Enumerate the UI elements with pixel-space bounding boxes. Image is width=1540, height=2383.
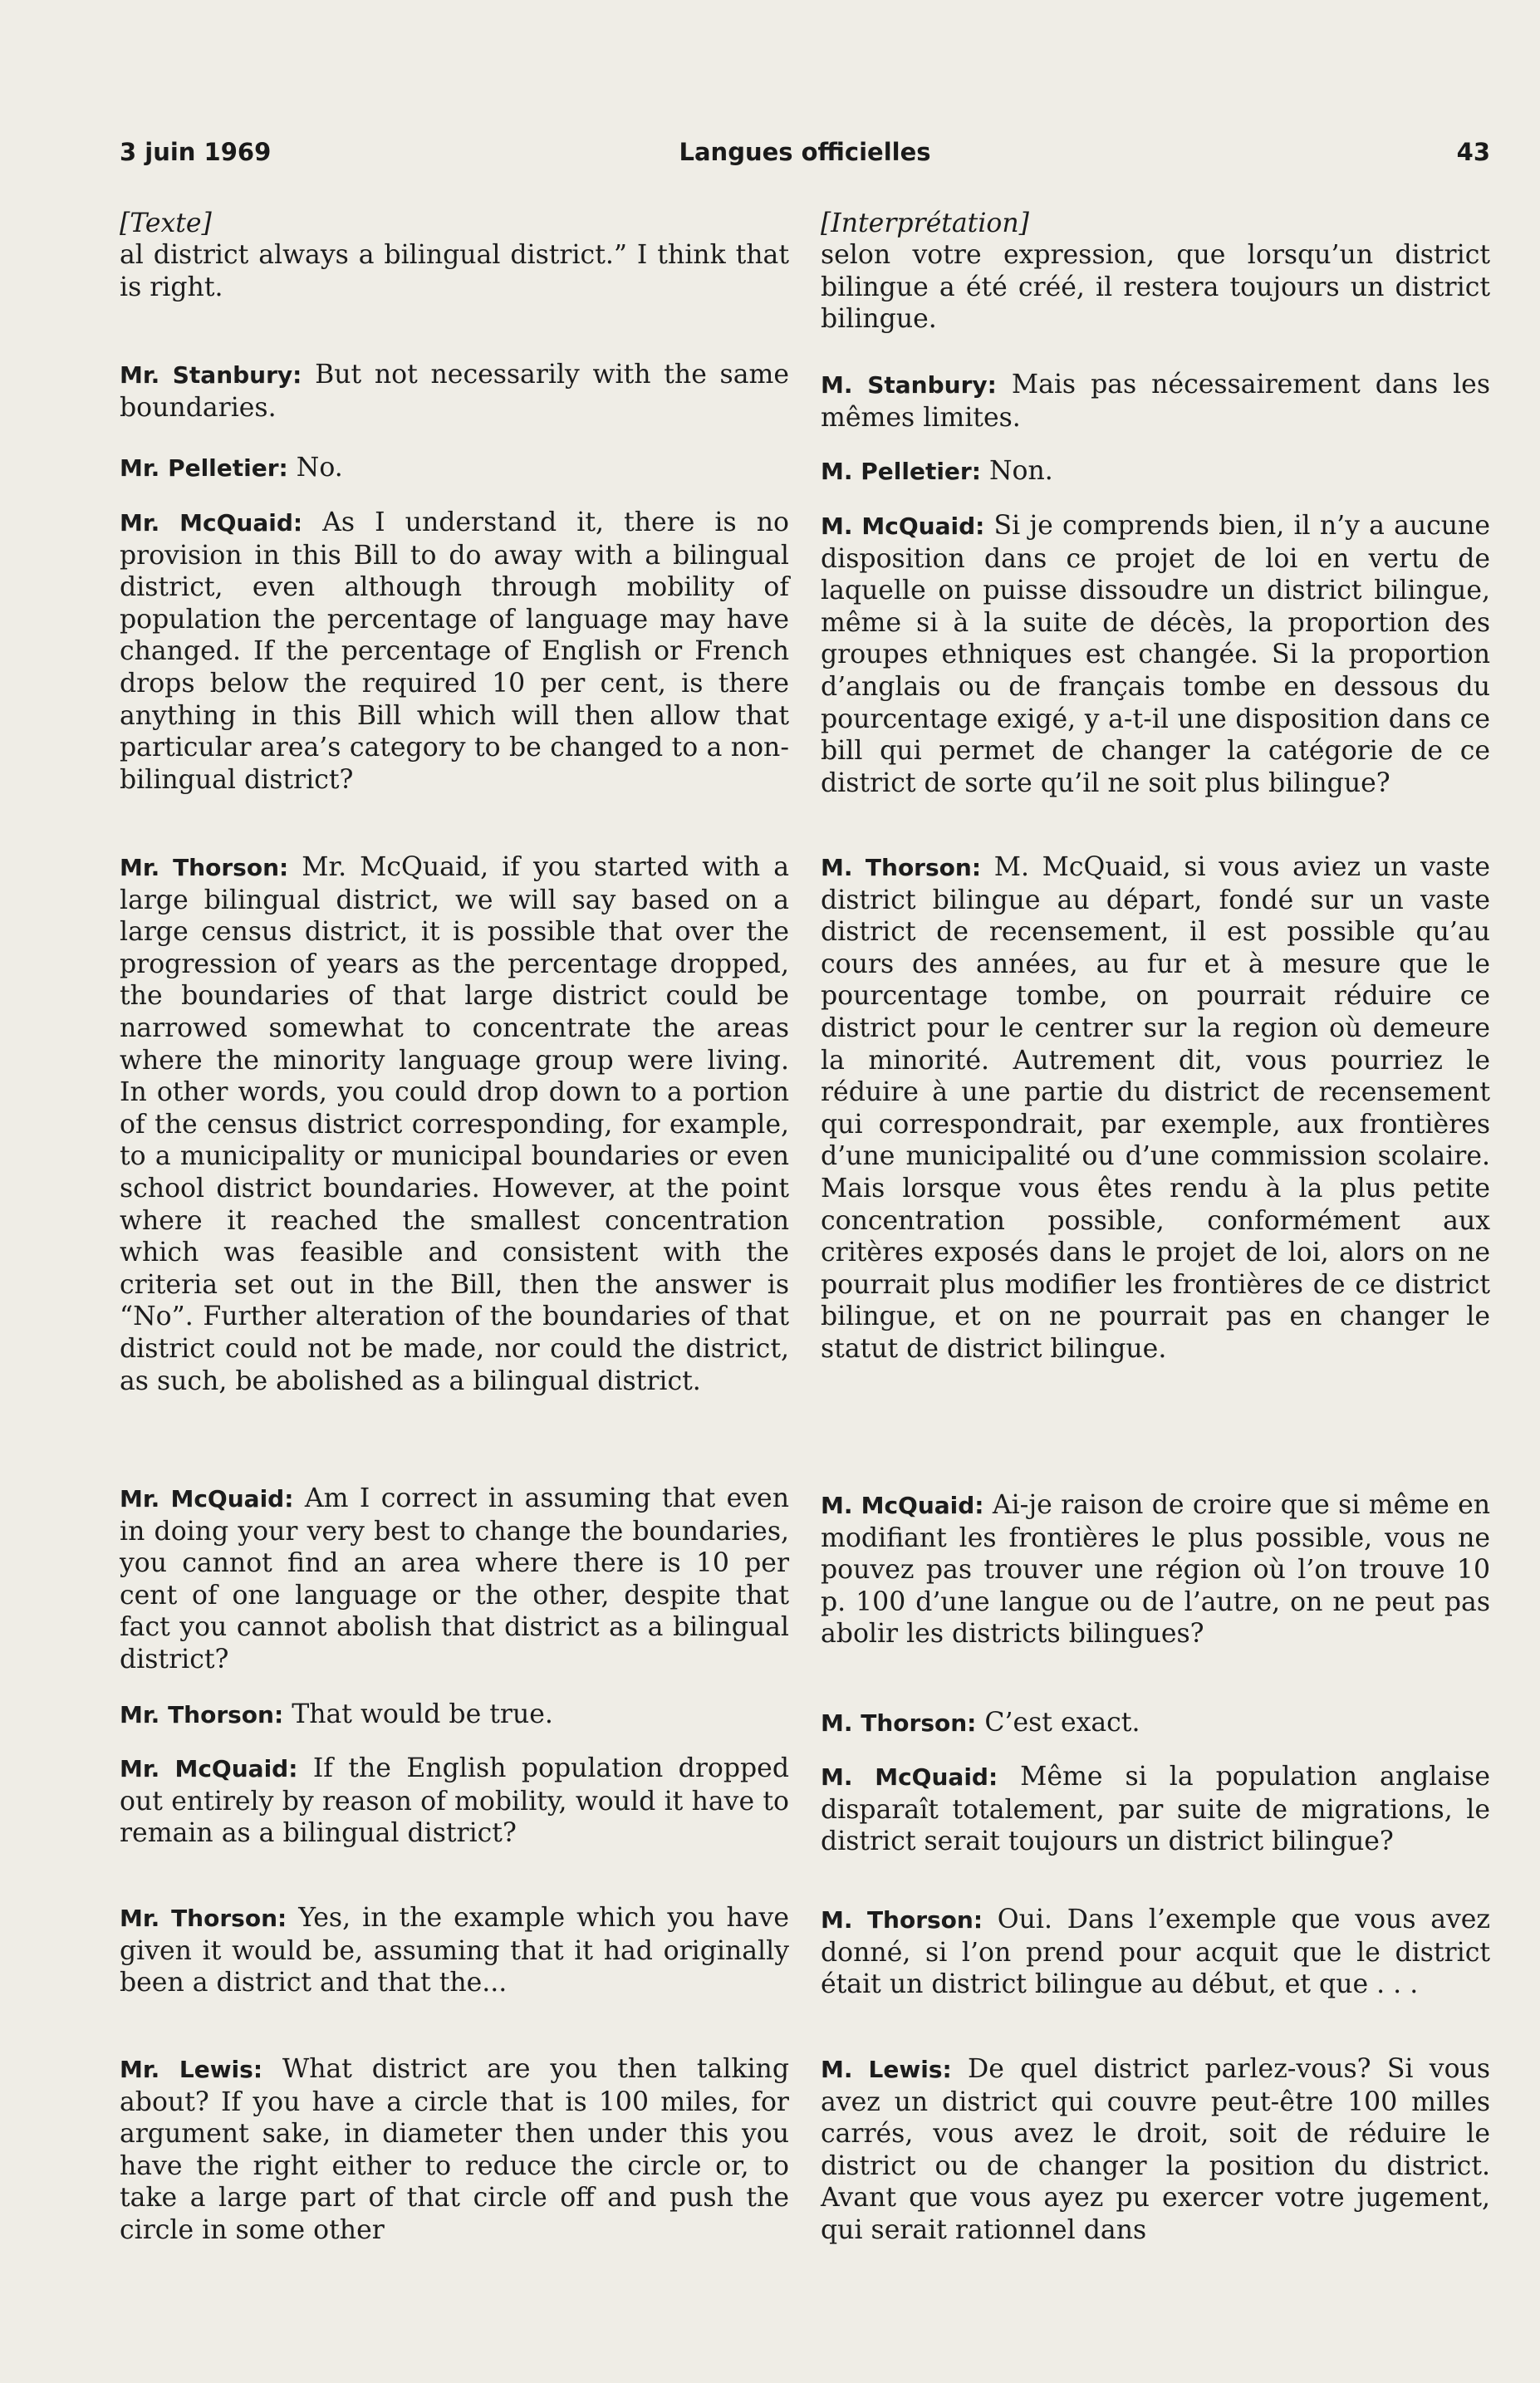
paragraph (821, 1904, 1490, 2001)
paragraph-text: Am I correct in assuming that even in doing your very best to change the boundaries, you cannot find an area where there is 10 per cent of one language or the other, despite that fact you cannot abolish that district as a bilingual district? (120, 1483, 789, 1674)
paragraph-text: C’est exact. (984, 1708, 1140, 1738)
speaker-name: M. Thorson: (821, 1906, 983, 1934)
paragraph-text: No. (296, 453, 343, 483)
paragraph-text: Ai-je raison de croire que si même en modifiant les frontières le plus possible, vous ne pouvez pas trouver une région où l’on trouve 10 p. 100 d’une langue ou de l’autre, on ne peut pas abolir les districts bilingues? (821, 1490, 1490, 1650)
paragraph (120, 452, 789, 485)
speaker-name: Mr. Thorson: (120, 854, 289, 881)
paragraph (821, 851, 1490, 1366)
paragraph (120, 2053, 789, 2247)
paragraph-text: al district always a bilingual district.” I think that is right. (120, 240, 789, 302)
paragraph-text: Mr. McQuaid, if you started with a large bilingual district, we will say based on a large census district, it is possible that over the progression of years as the percentage dropped, the boundaries of that large district could be narrowed somewhat to concentrate the areas where the minority language group were living. In other words, you could drop down to a portion of the census district corresponding, for example, to a municipality or municipal boundaries or even school district boundaries. However, at the point where it reached the smallest concentration which was feasible and consistent with the criteria set out in the Bill, then the answer is “No”. Further alteration of the boundaries of that district could not be made, nor could the district, as such, be abolished as a bilingual district. (120, 852, 789, 1396)
paragraph (821, 510, 1490, 799)
header-date: 3 juin 1969 (120, 138, 272, 166)
paragraph (120, 1483, 789, 1676)
paragraph-text: Non. (988, 456, 1053, 486)
speaker-name: M. McQuaid: (821, 1492, 984, 1519)
speaker-name: Mr. McQuaid: (120, 509, 303, 537)
paragraph-text: M. McQuaid, si vous aviez un vaste district bilingue au départ, fondé sur un vaste district de recensement, il est possible qu’au cours des années, au fur et à mesure que le pourcentage tombe, on pourrait réduire ce district pour le centrer sur la region où demeure la minorité. Autrement dit, vous pourriez le réduire à une partie du district de recensement qui correspondrait, par exemple, aux frontières d’une municipalité ou d’une commission scolaire. Mais lorsque vous êtes rendu à la plus petite concentration possible, conformément aux critères exposés dans le projet de loi, alors on ne pourrait plus modifier les frontières de ce district bilingue, et on ne pourrait pas en changer le statut de district bilingue. (821, 852, 1491, 1364)
paragraph-text: Même si la population anglaise disparaît totalement, par suite de migrations, le district serait toujours un district bilingue? (821, 1762, 1490, 1857)
paragraph-text: selon votre expression, que lorsqu’un district bilingue a été créé, il restera toujours un district bilingue. (821, 240, 1490, 335)
paragraph-text: That would be true. (292, 1699, 553, 1729)
paragraph-text: Mais pas nécessairement dans les mêmes limites. (821, 370, 1490, 433)
paragraph (821, 1761, 1490, 1858)
paragraph (120, 507, 789, 796)
speaker-name: M. Stanbury: (821, 371, 997, 399)
speaker-name: M. Pelletier: (821, 458, 981, 485)
paragraph-text: But not necessarily with the same boundaries. (120, 360, 789, 423)
paragraph (821, 455, 1490, 488)
paragraph (821, 2053, 1490, 2247)
paragraph-text: Yes, in the example which you have given it would be, assuming that it had originally been a district and that the... (120, 1903, 789, 1998)
paragraph (821, 1489, 1490, 1650)
header-title: Langues officielles (679, 138, 931, 166)
section-tag-texte: [Texte] (120, 208, 212, 238)
speaker-name: Mr. Thorson: (120, 1701, 284, 1728)
speaker-name: M. McQuaid: (821, 1763, 998, 1791)
french-column (821, 208, 1491, 2245)
speaker-name: Mr. McQuaid: (120, 1755, 298, 1782)
speaker-name: M. Lewis: (821, 2056, 952, 2083)
paragraph (120, 1753, 789, 1850)
speaker-name: Mr. Thorson: (120, 1905, 287, 1932)
paragraph (821, 369, 1490, 434)
page-number: 43 (1456, 138, 1490, 166)
page-header (120, 138, 1490, 178)
paragraph-text: As I understand it, there is no provision in this Bill to do away with a bilingual district, even although through mobility of population the percentage of language may have changed. If the percentage of English or French drops below the required 10 per cent, is there anything in this Bill which will then allow that particular area’s category to be changed to a non-bilingual district? (120, 507, 790, 795)
paragraph-text: Oui. Dans l’exemple que vous avez donné, si l’on prend pour acquit que le district était un district bilingue au début, et que . . . (821, 1905, 1491, 2000)
paragraph-text: What district are you then talking about? If you have a circle that is 100 miles, for argument sake, in diameter then under this you have the right either to reduce the circle or, to take a large part of that circle off and push the circle in some other (120, 2054, 789, 2245)
speaker-name: M. McQuaid: (821, 512, 985, 540)
speaker-name: Mr. Pelletier: (120, 454, 288, 482)
paragraph (120, 1699, 789, 1732)
speaker-name: Mr. Lewis: (120, 2056, 263, 2083)
paragraph (821, 239, 1490, 336)
speaker-name: M. Thorson: (821, 854, 982, 881)
section-tag-interpretation: [Interprétation] (821, 208, 1029, 238)
speaker-name: M. Thorson: (821, 1709, 977, 1737)
paragraph (120, 359, 789, 424)
english-column (120, 208, 790, 2245)
paragraph-text: De quel district parlez-vous? Si vous avez un district qui couvre peut-être 100 milles carrés, vous avez le droit, soit de réduire le district ou de changer la position du district. Avant que vous ayez pu exercer votre jugement, qui serait rationnel dans (821, 2054, 1490, 2245)
paragraph (120, 239, 789, 303)
paragraph (120, 851, 789, 1397)
paragraph (120, 1902, 789, 1999)
speaker-name: Mr. Stanbury: (120, 361, 302, 389)
speaker-name: Mr. McQuaid: (120, 1485, 294, 1513)
paragraph-text: If the English population dropped out entirely by reason of mobility, would it have to remain as a bilingual district? (120, 1753, 789, 1849)
paragraph-text: Si je comprends bien, il n’y a aucune disposition dans ce projet de loi en vertu de laquelle on puisse dissoudre un district bilingue, même si à la suite de décès, la proportion des groupes ethniques est changée. Si la proportion d’anglais ou de français tombe en dessous du pourcentage exigé, y a-t-il une disposition dans ce bill qui permet de changer la catégorie de ce district de sorte qu’il ne soit plus bilingue? (821, 511, 1490, 798)
paragraph (821, 1707, 1490, 1740)
